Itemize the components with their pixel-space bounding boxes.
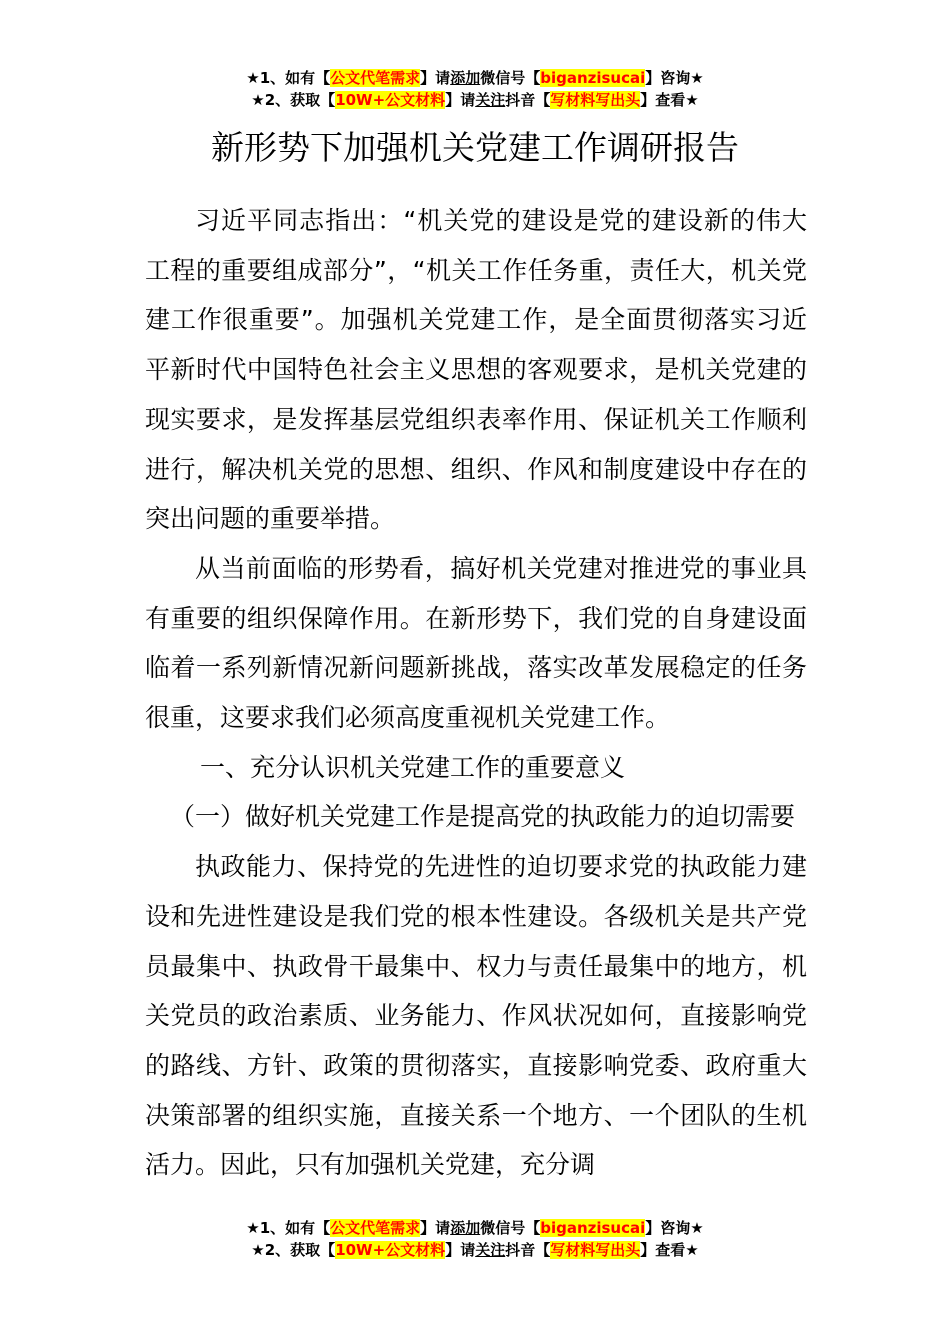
banner-line-2 [0,89,950,111]
banner-underline: 关注 [475,91,506,109]
banner-text: ★1、如有【 [246,1219,331,1237]
banner-underline: 添加 [450,1219,481,1237]
banner-text: 抖音【 [505,91,551,109]
banner-text: 微信号【 [480,69,541,87]
banner-highlight: 10W+公文材料 [335,91,446,109]
subsection-heading: （一）做好机关党建工作是提高党的执政能力的迫切需要 [170,802,796,832]
paragraph-3: 执政能力、保持党的先进性的迫切要求党的执政能力建设和先进性建设是我们党的根本性建设。各级机关是共产党员最集中、执政骨干最集中、权力与责任最集中的地方，机关党员的政治素质、业务能力、作风状况如何，直接影响党的路线、方针、政策的贯彻落实，直接影响党委、政府重大决策部署的组织实施，直接关系一个地方、一个团队的生机活力。因此，只有加强机关党建，充分调 [145,852,807,1180]
banner-text: 】查看★ [640,91,699,109]
banner-text: ★1、如有【 [246,69,331,87]
banner-text: 】查看★ [640,1241,699,1259]
banner-text: ★2、获取【 [251,1241,336,1259]
banner-underline: 添加 [450,69,481,87]
banner-line-1 [0,1217,950,1239]
banner-text: 】请 [420,1219,451,1237]
banner-text: ★2、获取【 [251,91,336,109]
banner-text: 】请 [420,69,451,87]
banner-highlight: 公文代笔需求 [330,1219,421,1237]
section-heading: 一、充分认识机关党建工作的重要意义 [200,752,626,782]
banner-highlight: 10W+公文材料 [335,1241,446,1259]
banner-highlight: 公文代笔需求 [330,69,421,87]
banner-text: 】请 [445,91,476,109]
paragraph-2: 从当前面临的形势看，搞好机关党建对推进党的事业具有重要的组织保障作用。在新形势下，我们党的自身建设面临着一系列新情况新问题新挑战，落实改革发展稳定的任务很重，这要求我们必须高度重视机关党建工作。 [145,553,807,733]
banner-douyin-id: 写材料写出头 [550,91,641,109]
banner-wechat-id: biganzisucai [540,1219,646,1237]
header-banner [0,67,950,111]
banner-line-2 [0,1239,950,1261]
banner-underline: 关注 [475,1241,506,1259]
banner-line-1 [0,67,950,89]
banner-text: 微信号【 [480,1219,541,1237]
banner-text: 】请 [445,1241,476,1259]
banner-douyin-id: 写材料写出头 [550,1241,641,1259]
banner-text: 】咨询★ [645,69,704,87]
banner-text: 】咨询★ [645,1219,704,1237]
paragraph-1: 习近平同志指出：“机关党的建设是党的建设新的伟大工程的重要组成部分”，“机关工作任务重，责任大，机关党建工作很重要”。加强机关党建工作，是全面贯彻落实习近平新时代中国特色社会主义思想的客观要求，是机关党建的现实要求，是发挥基层党组织表率作用、保证机关工作顺利进行，解决机关党的思想、组织、作风和制度建设中存在的突出问题的重要举措。 [145,206,807,534]
footer-banner [0,1217,950,1261]
banner-text: 抖音【 [505,1241,551,1259]
banner-wechat-id: biganzisucai [540,69,646,87]
document-title: 新形势下加强机关党建工作调研报告 [211,128,739,167]
document-body [145,196,807,1190]
